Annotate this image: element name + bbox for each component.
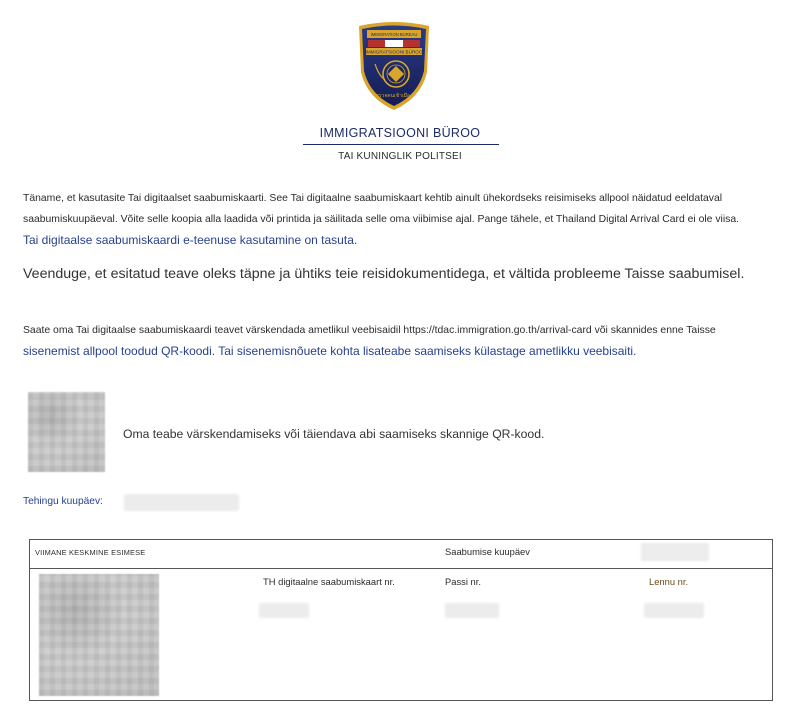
tdac-number-label: TH digitaalne saabumiskaart nr. <box>263 576 395 587</box>
update-line-2: sisenemist allpool toodud QR-koodi. Tai sisenemisnõuete kohta lisateabe saamiseks külastage ametlikku veebisaiti. <box>23 344 637 358</box>
transaction-date-value-redacted <box>124 494 239 511</box>
agency-subtitle: TAI KUNINGLIK POLITSEI <box>338 151 462 162</box>
passport-number-label: Passi nr. <box>445 576 481 587</box>
arrival-date-value-redacted <box>641 543 709 561</box>
intro-line-2: saabumiskuupäeval. Võite selle koopia alla laadida või printida ja säilitada selle oma viibimise ajal. Pange tähele, et Thailand Digital Arrival Card ei ole viisa. <box>23 214 740 225</box>
arrival-card-qr-code[interactable] <box>39 574 159 696</box>
update-qr-code[interactable] <box>28 392 105 472</box>
free-service-note: Tai digitaalse saabumiskaardi e-teenuse kasutamine on tasuta. <box>23 233 358 247</box>
passport-number-value-redacted <box>445 603 499 618</box>
qr-caption: Oma teabe värskendamiseks või täiendava abi saamiseks skannige QR-kood. <box>123 427 545 441</box>
agency-title: IMMIGRATSIOONI BÜROO <box>319 126 481 140</box>
immigration-bureau-emblem <box>355 20 433 112</box>
flight-number-label: Lennu nr. <box>649 576 689 587</box>
arrival-date-label: Saabumise kuupäev <box>445 546 530 557</box>
intro-line-1: Täname, et kasutasite Tai digitaalset saabumiskaarti. See Tai digitaalne saabumiskaart kehtib ainult ühekordseks reisimiseks allpool näidatud eeldataval <box>23 193 723 204</box>
tdac-number-value-redacted <box>259 603 309 618</box>
accuracy-notice: Veenduge, et esitatud teave oleks täpne ja ühtiks teie reisidokumentidega, et vältida probleeme Taisse saabumisel. <box>23 266 745 282</box>
svg-text:IMMIGRATION BUREAU: IMMIGRATION BUREAU <box>370 32 418 37</box>
intro-paragraph <box>23 188 783 251</box>
emblem-bottom-text: ตรวจคนเข้าเมือง <box>375 93 413 99</box>
name-header: VIIMANE KESKMINE ESIMESE <box>35 548 146 557</box>
update-line-1: Saate oma Tai digitaalse saabumiskaardi teavet värskendada ametlikul veebisaidil https://tdac.immigration.go.th/arrival-card või skannides enne Taisse <box>23 325 716 336</box>
update-paragraph <box>23 320 783 362</box>
title-divider <box>303 144 499 145</box>
transaction-date-label: Tehingu kuupäev: <box>23 496 103 507</box>
emblem-top-text: IMMIGRATSIOONI BÜROO <box>365 49 423 55</box>
flight-number-value-redacted <box>644 603 704 618</box>
table-header-divider <box>29 568 773 569</box>
